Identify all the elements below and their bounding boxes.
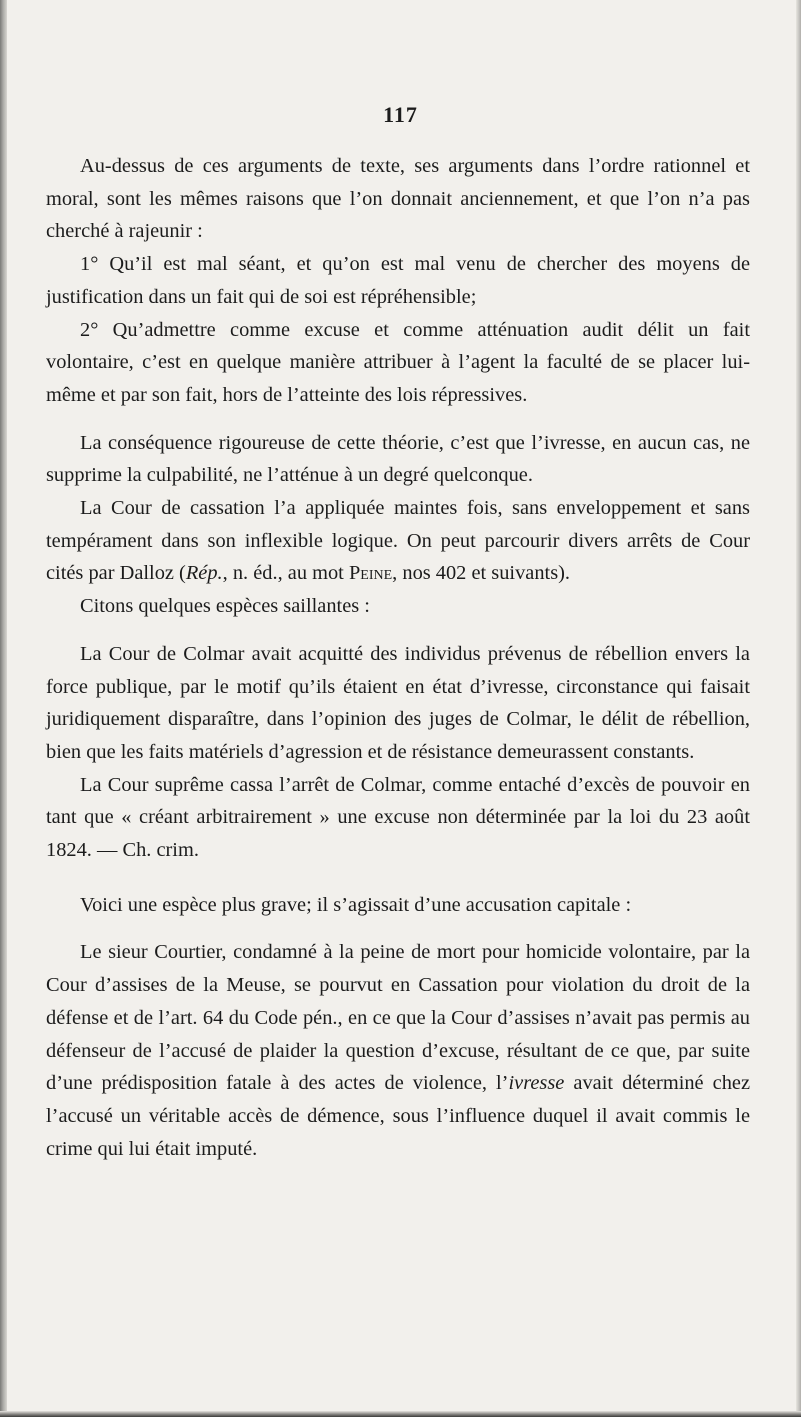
- page-edge-left: [0, 0, 7, 1417]
- paragraph-text: La Cour de cassation l’a appliquée maintes fois, sans enveloppement et sans tempérament dans son inflexible logique. On peut parcourir divers arrêts de Cour cités par Dalloz (: [46, 497, 750, 585]
- page-number: 117: [383, 102, 418, 127]
- paragraph: La Cour suprême cassa l’arrêt de Colmar, comme entaché d’excès de pouvoir en tant que « créant arbitrairement » une excuse non déterminée par la loi du 23 août 1824. — Ch. crim.: [46, 773, 750, 862]
- page-edge-bottom: [0, 1411, 801, 1417]
- paragraph: La conséquence rigoureuse de cette théorie, c’est que l’ivresse, en aucun cas, ne supprime la culpabilité, ne l’atténue à un degré quelconque.: [46, 431, 750, 487]
- paragraph: [46, 492, 750, 590]
- body-text: [46, 150, 750, 1165]
- paragraph: Voici une espèce plus grave; il s’agissait d’une accusation capitale :: [80, 893, 632, 916]
- paragraph: Citons quelques espèces saillantes :: [80, 595, 370, 618]
- paragraph-text: , n. éd., au mot: [222, 562, 349, 585]
- paragraph: 2° Qu’admettre comme excuse et comme atténuation audit délit un fait volontaire, c’est en quelque manière attribuer à l’agent la faculté de se placer lui-même et par son fait, hors de l’atteinte des lois répressives.: [46, 318, 750, 406]
- paragraph: Au-dessus de ces arguments de texte, ses arguments dans l’ordre rationnel et moral, sont les mêmes raisons que l’on donnait anciennement, et que l’on n’a pas cherché à rajeunir :: [46, 155, 750, 243]
- paragraph: [46, 936, 750, 1165]
- paragraph: La Cour de Colmar avait acquitté des individus prévenus de rébellion envers la force publique, par le motif qu’ils étaient en état d’ivresse, circonstance qui faisait juridiquement disparaître, dans l’opinion des juges de Colmar, le délit de rébellion, bien que les faits matériels d’agression et de résistance demeurassent constants.: [46, 642, 750, 763]
- paragraph-text: avait déterminé chez l’accusé un véritable accès de démence, sous l’influence duquel il avait commis le crime qui lui était imputé.: [46, 1072, 750, 1160]
- paragraph-text: , nos 402 et suivants).: [392, 562, 571, 585]
- paragraph: 1° Qu’il est mal séant, et qu’on est mal venu de chercher des moyens de justification dans un fait qui de soi est répréhensible;: [46, 253, 750, 308]
- reference-abbrev: Rép.: [185, 562, 223, 585]
- page-edge-right: [796, 0, 801, 1417]
- small-caps-word: Peine: [348, 562, 393, 585]
- emphasis-word: ivresse: [508, 1072, 565, 1095]
- paragraph-text: Le sieur Courtier, condamné à la peine de mort pour homicide volontaire, par la Cour d’assises de la Meuse, se pourvut en Cassation pour violation du droit de la défense et de l’art. 64 du Code pén., en ce que la Cour d’assises n’avait pas permis au défenseur de l’accusé de plaider la question d’excuse, résultant de ce que, par suite d’une prédisposition fatale à des actes de violence, l’: [46, 941, 750, 1095]
